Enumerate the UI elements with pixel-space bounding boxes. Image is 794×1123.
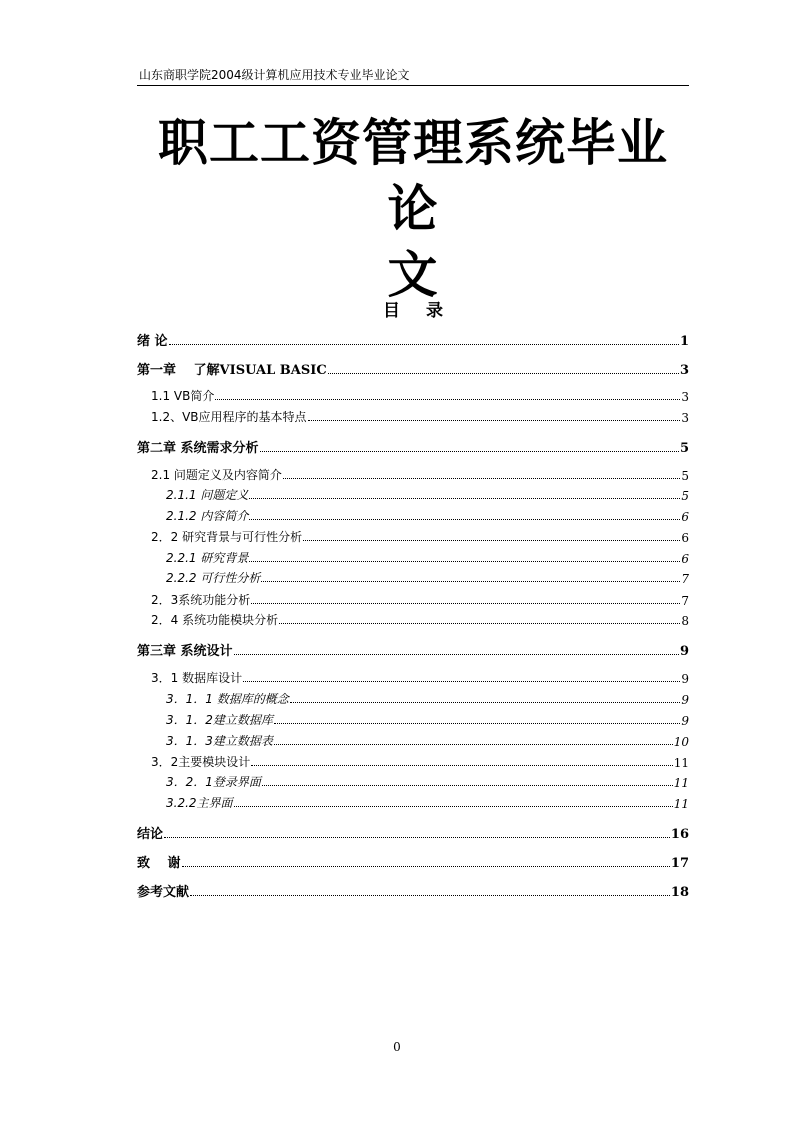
toc-dot-leader (249, 497, 680, 499)
toc-dot-leader (249, 518, 680, 520)
toc-entry[interactable] (137, 407, 689, 425)
toc-entry[interactable] (137, 639, 689, 659)
toc-entry[interactable] (137, 506, 689, 524)
toc-entry-page: 7 (681, 572, 689, 586)
toc-entry[interactable] (137, 772, 689, 790)
toc-dot-leader (164, 836, 670, 838)
toc-entry-label: 结论 (137, 827, 164, 842)
toc-entry-label: 3．2．1登录界面 (166, 775, 261, 789)
toc-entry[interactable] (137, 386, 689, 404)
toc-dot-leader (290, 701, 681, 703)
toc-entry-label: 3．2主要模块设计 (151, 755, 251, 769)
toc-entry[interactable] (137, 485, 689, 503)
toc-entry-label: 第三章 系统设计 (137, 644, 233, 659)
toc-entry-label: 2．2 研究背景与可行性分析 (151, 530, 303, 544)
document-title (137, 110, 689, 308)
page-number: 0 (393, 1040, 401, 1054)
toc-dot-leader (260, 450, 679, 452)
toc-dot-leader (234, 805, 673, 807)
toc-dot-leader (308, 419, 681, 421)
toc-dot-leader (182, 865, 670, 867)
toc-entry[interactable] (137, 590, 689, 608)
toc-dot-leader (328, 372, 679, 374)
toc-dot-leader (251, 764, 672, 766)
toc-entry-label: 3.2.2主界面 (166, 796, 233, 810)
toc-entry-page: 5 (681, 489, 689, 503)
toc-dot-leader (274, 722, 680, 724)
toc-entry-page: 18 (670, 885, 689, 900)
toc-entry[interactable] (137, 880, 689, 900)
page-header (137, 63, 689, 86)
toc-entry[interactable] (137, 689, 689, 707)
toc-entry[interactable] (137, 793, 689, 811)
toc-entry[interactable] (137, 668, 689, 686)
toc-entry[interactable] (137, 548, 689, 566)
toc-entry-page: 5 (679, 441, 689, 456)
toc-entry-page: 6 (681, 531, 689, 545)
toc-entry-label: 2.1 问题定义及内容简介 (151, 468, 282, 482)
toc-dot-leader (234, 653, 679, 655)
title-line-1: 职工工资管理系统毕业论 (158, 113, 668, 238)
toc-dot-leader (215, 398, 680, 400)
toc-entry-page: 3 (681, 390, 689, 404)
toc-dot-leader (262, 784, 673, 786)
toc-entry-label: 2．3系统功能分析 (151, 593, 251, 607)
title-line-2: 文 (387, 245, 439, 304)
toc-entry-page: 9 (681, 693, 689, 707)
toc-entry-label: 1.2、VB应用程序的基本特点 (151, 410, 307, 424)
toc-entry-page: 17 (670, 856, 689, 871)
toc-entry-page: 8 (681, 614, 689, 628)
header-text: 山东商职学院2004级计算机应用技术专业毕业论文 (139, 68, 410, 82)
toc-entry-label: 3．1．1 数据库的概念 (166, 692, 289, 706)
toc-entry[interactable] (137, 610, 689, 628)
toc-entry[interactable] (137, 465, 689, 483)
toc-entry-page: 11 (673, 756, 689, 770)
toc-entry-label: 第一章 了解VISUAL BASIC (137, 363, 327, 378)
toc-heading: 目录 (383, 301, 469, 321)
toc-entry-page: 11 (673, 776, 689, 790)
toc-entry-label: 2.2.1 研究背景 (166, 551, 249, 565)
toc-entry-page: 6 (681, 552, 689, 566)
toc-entry[interactable] (137, 358, 689, 378)
toc-dot-leader (303, 539, 680, 541)
toc-entry[interactable] (137, 822, 689, 842)
toc-entry-page: 9 (679, 644, 689, 659)
toc-entry[interactable] (137, 527, 689, 545)
toc-entry-page: 9 (681, 672, 689, 686)
toc-dot-leader (274, 743, 673, 745)
toc-entry-label: 2.1.1 问题定义 (166, 488, 249, 502)
toc-entry-label: 绪 论 (137, 334, 168, 349)
toc-entry-label: 第二章 系统需求分析 (137, 441, 259, 456)
toc-dot-leader (190, 894, 670, 896)
toc-entry-label: 参考文献 (137, 885, 190, 900)
toc-entry-page: 7 (681, 594, 689, 608)
toc-entry-page: 3 (679, 363, 689, 378)
toc-dot-leader (261, 580, 680, 582)
toc-dot-leader (169, 343, 679, 345)
toc-entry[interactable] (137, 329, 689, 349)
toc-dot-leader (243, 680, 680, 682)
toc-dot-leader (283, 477, 680, 479)
toc-entry-page: 10 (673, 735, 689, 749)
toc-entry-label: 3．1 数据库设计 (151, 671, 243, 685)
toc-entry-label: 2.2.2 可行性分析 (166, 571, 261, 585)
toc-entry[interactable] (137, 851, 689, 871)
toc-entry-page: 3 (681, 411, 689, 425)
toc-dot-leader (251, 602, 680, 604)
toc-entry-label: 2．4 系统功能模块分析 (151, 613, 279, 627)
toc-entry-label: 1.1 VB简介 (151, 389, 215, 403)
toc-entry[interactable] (137, 710, 689, 728)
toc-entry-page: 11 (673, 797, 689, 811)
toc-entry[interactable] (137, 436, 689, 456)
toc-entry-label: 致 谢 (137, 856, 181, 871)
toc-entry-page: 6 (681, 510, 689, 524)
toc-entry-label: 2.1.2 内容简介 (166, 509, 249, 523)
toc-entry-page: 5 (681, 469, 689, 483)
toc-dot-leader (279, 622, 680, 624)
toc-entry-page: 16 (670, 827, 689, 842)
toc-entry[interactable] (137, 752, 689, 770)
toc-entry-page: 9 (681, 714, 689, 728)
toc-entry-label: 3．1．2建立数据库 (166, 713, 273, 727)
toc-entry[interactable] (137, 731, 689, 749)
toc-entry-page: 1 (679, 334, 689, 349)
toc-dot-leader (249, 560, 680, 562)
toc-entry-label: 3．1．3建立数据表 (166, 734, 273, 748)
toc-entry[interactable] (137, 568, 689, 586)
